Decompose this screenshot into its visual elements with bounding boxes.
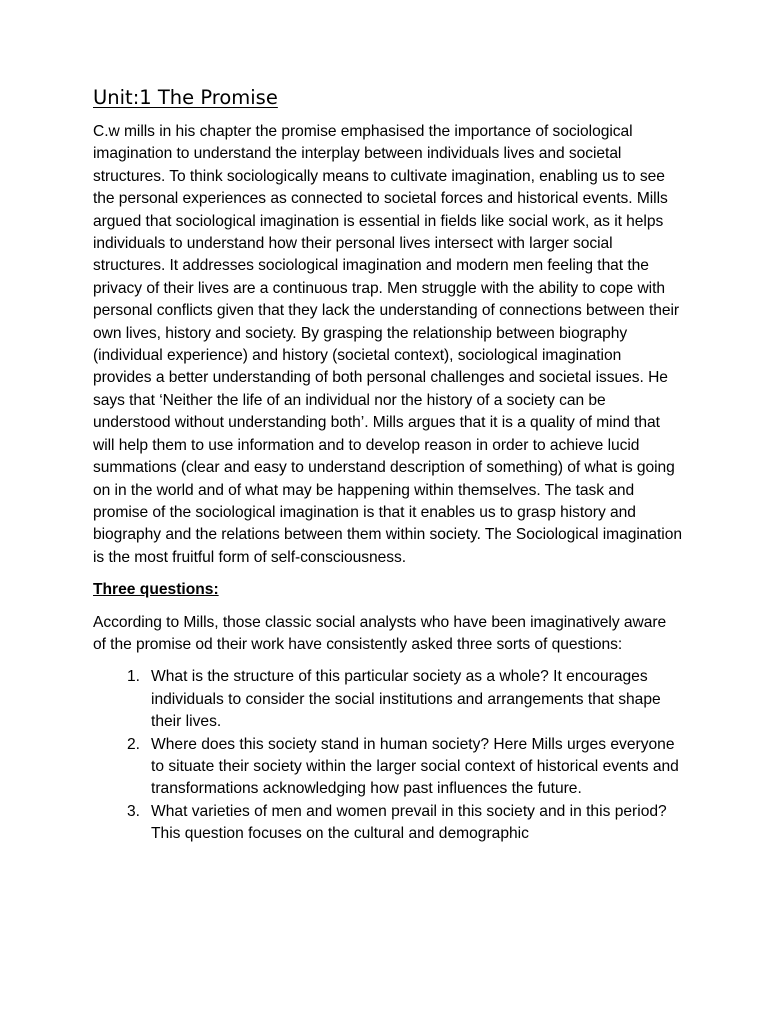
page-title: Unit:1 The Promise (93, 86, 278, 109)
list-item (127, 801, 683, 846)
section-heading: Three questions: (93, 581, 219, 599)
list-item (127, 734, 683, 801)
list-item-number: 3. (127, 802, 141, 820)
list-item (127, 666, 683, 733)
list-item-text: What varieties of men and women prevail in this society and in this period? This question focuses on the cultural and demographic (151, 802, 667, 843)
list-item-text: Where does this society stand in human society? Here Mills urges everyone to situate their society within the larger social context of historical events and transformations acknowledging how past influences the future. (151, 735, 679, 798)
list-item-text: What is the structure of this particular society as a whole? It encourages individuals to consider the social institutions and arrangements that shape their lives. (151, 668, 661, 731)
section-intro-paragraph: According to Mills, those classic social analysts who have been imaginatively aware of the promise od their work have consistently asked three sorts of questions: (93, 613, 667, 653)
list-item-number: 1. (127, 668, 141, 686)
questions-list (93, 666, 683, 845)
list-item-number: 2. (127, 735, 141, 753)
document-page (93, 84, 683, 846)
intro-paragraph: C.w mills in his chapter the promise emphasised the importance of sociological imagination to understand the interplay between individuals lives and societal structures. To think sociologically means to cultivate imagination, enabling us to see the personal experiences as connected to societal forces and historical events. Mills argued that sociological imagination is essential in fields like social work, as it helps individuals to understand how their personal lives intersect with larger social structures. It addresses sociological imagination and modern men feeling that the privacy of their lives are a continuous trap. Men struggle with the ability to cope with personal conflicts given that they lack the understanding of connections between their own lives, history and society. By grasping the relationship between biography (individual experience) and history (societal context), sociological imagination provides a better understanding of both personal challenges and societal issues. He says that ‘Neither the life of an individual nor the history of a society can be understood without understanding both’. Mills argues that it is a quality of mind that will help them to use information and to develop reason in order to achieve lucid summations (clear and easy to understand description of something) of what is going on in the world and of what may be happening within themselves. The task and promise of the sociological imagination is that it enables us to grasp history and biography and the relations between them within society. The Sociological imagination is the most fruitful form of self-consciousness. (93, 123, 682, 566)
